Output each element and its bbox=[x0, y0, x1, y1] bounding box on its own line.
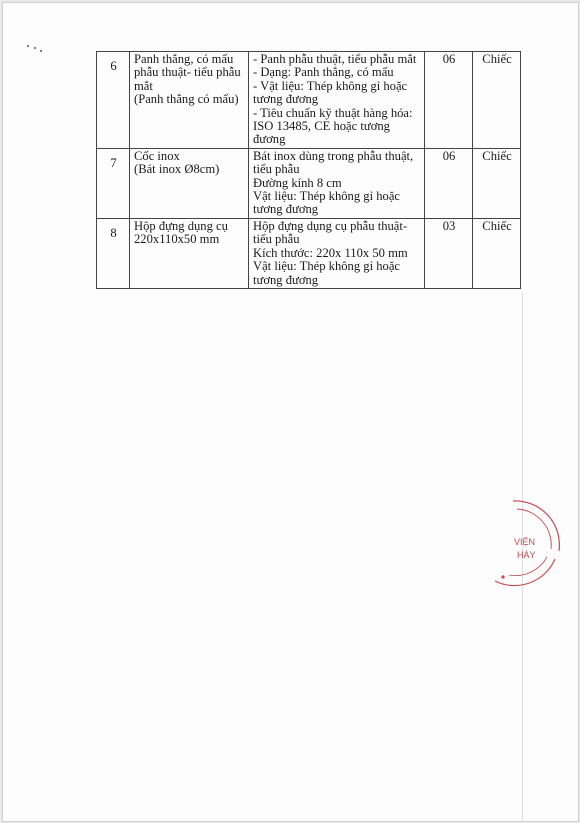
scan-speck bbox=[34, 47, 36, 49]
item-spec-line: Hộp đựng dụng cụ phẫu thuật- bbox=[253, 218, 408, 233]
item-spec-line: tiểu phẫu bbox=[253, 232, 300, 247]
item-name-line: (Panh thẳng có mấu) bbox=[134, 92, 239, 107]
item-unit: Chiếc bbox=[473, 218, 521, 288]
item-name bbox=[130, 218, 249, 288]
item-spec-line: tiểu phẫu bbox=[253, 162, 300, 177]
item-spec-line: - Panh phẫu thuật, tiểu phẫu mắt bbox=[253, 52, 417, 66]
item-unit: Chiếc bbox=[473, 148, 521, 218]
seal-outer-ring bbox=[495, 559, 555, 586]
item-spec-line: Vật liệu: Thép không gỉ hoặc bbox=[253, 189, 401, 204]
item-name bbox=[130, 148, 249, 218]
item-spec-line: tương đương bbox=[253, 272, 319, 287]
item-spec bbox=[249, 218, 425, 288]
seal-text: HÀY bbox=[517, 550, 536, 560]
document-page bbox=[2, 2, 579, 822]
item-name-line: mắt bbox=[134, 78, 153, 93]
item-name-line: Panh thẳng, có mấu bbox=[134, 52, 234, 66]
equipment-table bbox=[96, 51, 521, 289]
item-spec-line: Đường kính 8 cm bbox=[253, 175, 342, 190]
item-spec-line: Vật liệu: Thép không gỉ hoặc bbox=[253, 259, 401, 274]
item-name-line: (Bát inox Ø8cm) bbox=[134, 162, 220, 177]
item-unit: Chiếc bbox=[473, 52, 521, 149]
item-name-line: 220x110x50 mm bbox=[134, 232, 220, 247]
item-spec-line: - Vật liệu: Thép không gỉ hoặc bbox=[253, 78, 408, 93]
item-spec-line: - Dạng: Panh thẳng, có mấu bbox=[253, 65, 394, 80]
item-name-line: Cốc inox bbox=[134, 148, 180, 163]
scan-speck bbox=[27, 45, 29, 47]
row-number: 7 bbox=[97, 148, 130, 218]
item-quantity: 03 bbox=[425, 218, 473, 288]
row-number: 6 bbox=[97, 52, 130, 149]
item-spec-line: Bát inox dùng trong phẫu thuật, bbox=[253, 148, 414, 163]
item-spec-line: ISO 13485, CE hoặc tương bbox=[253, 119, 390, 134]
item-quantity: 06 bbox=[425, 148, 473, 218]
item-name-line: phẫu thuật- tiểu phẫu bbox=[134, 65, 241, 80]
item-spec-line: tương đương bbox=[253, 202, 319, 217]
item-spec bbox=[249, 52, 425, 149]
seal-text: VIỆN bbox=[514, 537, 536, 547]
item-spec-line: tương đương bbox=[253, 92, 319, 107]
item-quantity: 06 bbox=[425, 52, 473, 149]
table-row bbox=[97, 148, 521, 218]
item-spec-line: đương bbox=[253, 132, 286, 147]
official-seal-stamp bbox=[481, 495, 571, 591]
item-name-line: Hộp đựng dụng cụ bbox=[134, 218, 228, 233]
item-spec-line: - Tiêu chuẩn kỹ thuật hàng hóa: bbox=[253, 105, 413, 120]
seal-star bbox=[501, 575, 504, 578]
table-row bbox=[97, 52, 521, 149]
scan-speck bbox=[40, 50, 42, 52]
item-name bbox=[130, 52, 249, 149]
row-number: 8 bbox=[97, 218, 130, 288]
table-row bbox=[97, 218, 521, 288]
item-spec-line: Kích thước: 220x 110x 50 mm bbox=[253, 245, 408, 260]
item-spec bbox=[249, 148, 425, 218]
